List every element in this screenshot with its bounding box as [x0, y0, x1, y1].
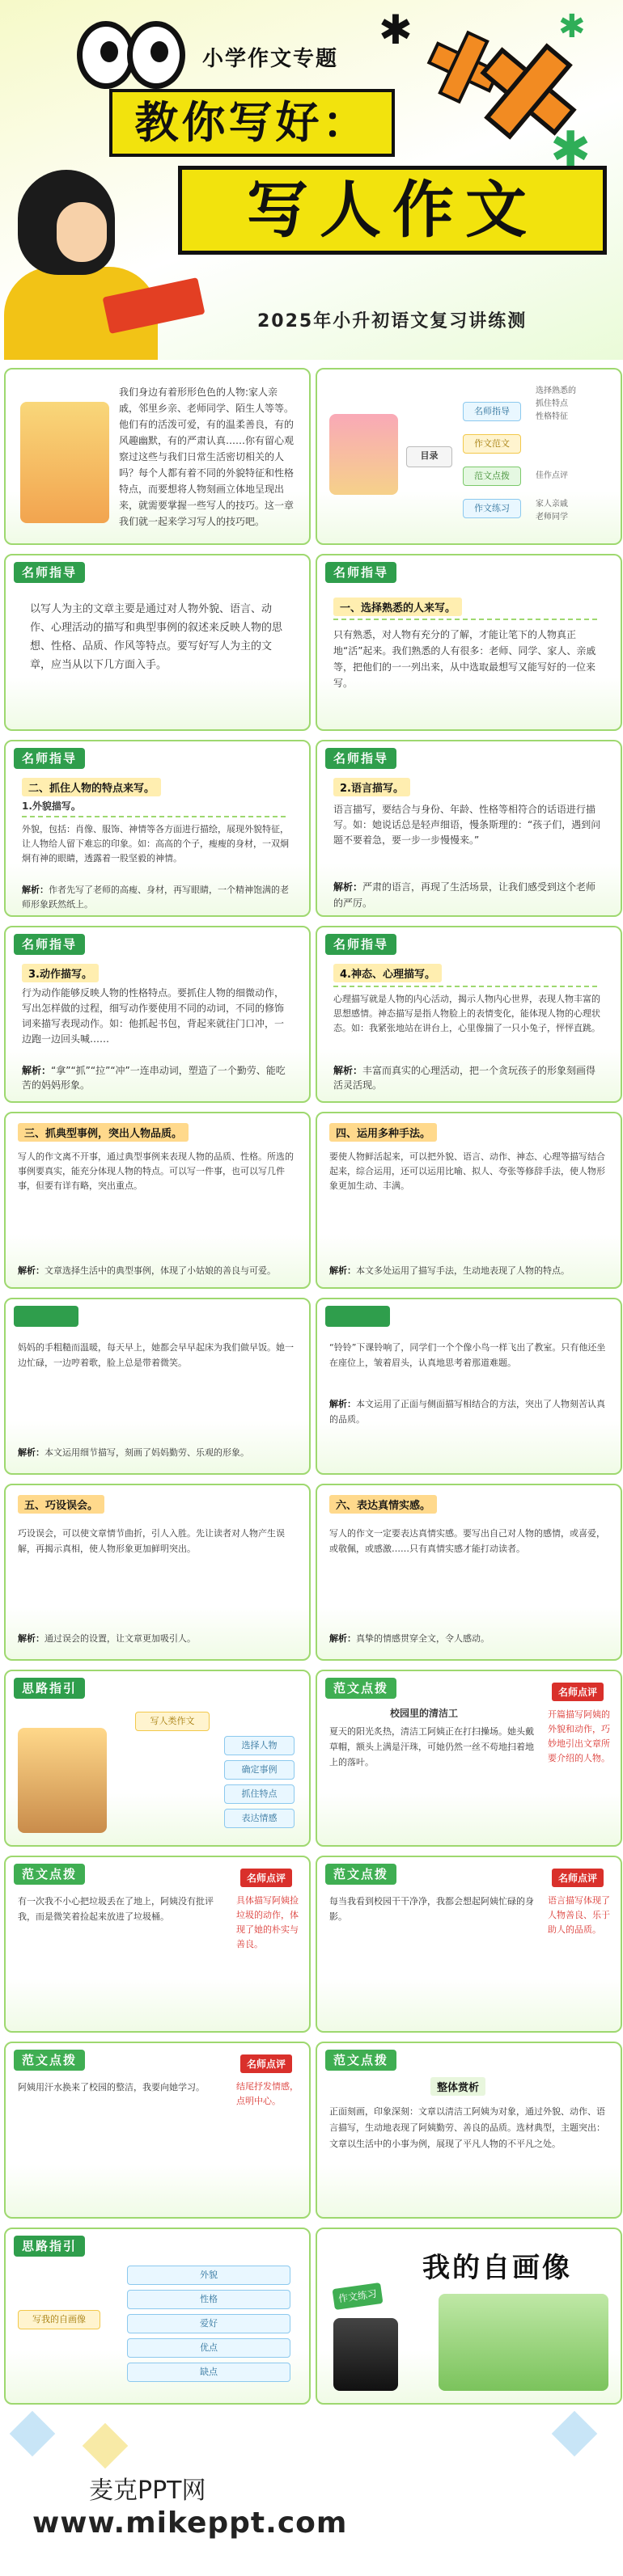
toc-leaf: 佳作点评 — [536, 471, 568, 480]
essay-card-2 — [4, 1856, 311, 2033]
toc-leaf: 抓住特点 — [536, 399, 568, 408]
analysis-text: 真挚的情感贯穿全文，令人感动。 — [356, 1633, 490, 1644]
practice-badge: 作文练习 — [332, 2283, 383, 2310]
guide-card-methods — [316, 1112, 622, 1289]
section-tag: 范文点拨 — [14, 1864, 85, 1885]
essay-text: 每当我看到校园干干净净，我都会想起阿姨忙碌的身影。 — [329, 1896, 534, 1922]
toc-leaf: 老师同学 — [536, 513, 568, 522]
guide-text: 巧设误会，可以使文章情节曲折，引人入胜。先让读者对人物产生误解，再揭示真相，使人物形象更加鲜明突出。 — [18, 1528, 285, 1554]
guide-text: 写人的作文离不开事，通过典型事例来表现人物的品质、性格。所选的事例要真实，能充分体现人物的特点。可以写一件事，也可以写几件事，但要有详有略，突出重点。 — [18, 1151, 294, 1191]
comment-text: 语言描写体现了人物善良、乐于助人的品质。 — [548, 1895, 610, 1935]
analysis-text: 通过误会的设置，让文章更加吸引人。 — [44, 1633, 196, 1644]
practice-card — [316, 2228, 622, 2405]
section-tag: 名师指导 — [14, 934, 85, 955]
footer-url[interactable]: www.mikeppt.com — [32, 2506, 348, 2540]
example-text: “铃铃”下课铃响了，同学们一个个像小鸟一样飞出了教室。只有他还坐在座位上，皱着眉头，认真地思考着那道难题。 — [329, 1342, 606, 1368]
comment-text: 结尾抒发情感，点明中心。 — [236, 2081, 299, 2106]
intro-text: 我们身边有着形形色色的人物:家人亲戚，邻里乡亲、老师同学、陌生人等等。他们有的活泼可爱，有的温柔善良，有的风趣幽默，有的严肃认真……你有留心观察过这些与我们日常生活密切相关的人吗？每个人都有着不同的外貌特征和性格特点，而要想将人物刻画立体地呈现出来，就需要掌握一些写人的技巧。这一章我们就一起来学习写人的技巧吧。 — [119, 386, 295, 527]
analysis-text: 本文运用了正面与侧面描写相结合的方法，突出了人物刻苦认真的品质。 — [329, 1399, 605, 1425]
analysis-text: 作者先写了老师的高瘦、身材，再写眼睛，一个精神饱满的老师形象跃然纸上。 — [22, 885, 289, 910]
summary-text: 正面刻画，印象深刻：文章以清洁工阿姨为对象，通过外貌、动作、语言描写，生动地表现了阿姨勤劳、善良的品质。选材典型，主题突出：文章以生活中的小事为例，展现了平凡人物的不平凡之处。 — [329, 2106, 605, 2149]
guide-text: 只有熟悉，对人物有充分的了解，才能让笔下的人物真正地“活”起来。我们熟悉的人有很多：老师、同学、家人、亲戚等，把他们的一一列出来，从中选取最想写又能写好的一位来写。 — [333, 629, 596, 689]
essay-title: 校园里的清洁工 — [390, 1708, 459, 1719]
section-heading: 整体赏析 — [430, 2077, 485, 2096]
example-card-1 — [4, 1298, 311, 1475]
children-illustration — [439, 2294, 608, 2391]
section-heading: 3.动作描写。 — [22, 964, 99, 982]
outline-root: 写我的自画像 — [18, 2310, 100, 2329]
outline-root: 写人类作文 — [135, 1712, 210, 1731]
guide-card-mind — [316, 926, 622, 1103]
analysis-label: 解析： — [22, 885, 49, 895]
section-heading: 三、抓典型事例，突出人物品质。 — [18, 1123, 189, 1142]
guide-card-appearance — [4, 740, 311, 917]
section-heading: 一、选择熟悉的人来写。 — [333, 598, 462, 616]
outline-item: 优点 — [127, 2338, 290, 2358]
guide-text: 外貌，包括：肖像、服饰、神情等各方面进行描绘，展现外貌特征，让人物给人留下难忘的印象。如：高高的个子，瘦瘦的身材，一双炯炯有神的眼睛，透露着一股坚毅的神情。 — [22, 824, 289, 864]
comment-text: 具体描写阿姨捡垃圾的动作，体现了她的朴实与善良。 — [236, 1895, 299, 1949]
girl-illustration-face — [57, 202, 107, 262]
guide-text: 写人的作文一定要表达真情实感。要写出自己对人物的感情，或喜爱，或敬佩，或感激……只有真情实感才能打动读者。 — [329, 1528, 605, 1554]
guide-card-example — [4, 1112, 311, 1289]
outline-item: 抓住特点 — [224, 1784, 295, 1804]
outline-item: 确定事例 — [224, 1760, 295, 1780]
comment-tag: 名师点评 — [240, 1869, 292, 1887]
analysis-text: 文章选择生活中的典型事例，体现了小姑娘的善良与可爱。 — [44, 1265, 276, 1276]
asterisk-icon: ✱ — [550, 121, 591, 178]
essay-card-1 — [316, 1670, 622, 1847]
section-tag — [14, 1306, 78, 1327]
outline-item: 爱好 — [127, 2314, 290, 2333]
toc-leaf: 性格特征 — [536, 412, 568, 421]
analysis-label: 解析： — [18, 1633, 44, 1644]
toc-leaf: 家人亲戚 — [536, 500, 568, 509]
hero-banner — [0, 0, 623, 360]
analysis-text: 本文多处运用了描写手法，生动地表现了人物的特点。 — [356, 1265, 570, 1276]
eyes-decoration — [77, 15, 182, 87]
section-heading: 二、抓住人物的特点来写。 — [22, 778, 161, 796]
diamond-decoration — [552, 2411, 598, 2457]
outline-item: 表达情感 — [224, 1809, 295, 1828]
analysis-label: 解析： — [333, 1065, 363, 1076]
section-tag: 思路指引 — [14, 1678, 85, 1699]
toc-center: 目录 — [406, 446, 452, 467]
section-tag: 名师指导 — [325, 562, 396, 583]
section-tag: 思路指引 — [14, 2236, 85, 2257]
guide-text: 要使人物鲜活起来，可以把外貌、语言、动作、神态、心理等描写结合起来，综合运用，还可以运用比喻、拟人、夸张等修辞手法，使人物形象更加生动、丰满。 — [329, 1151, 605, 1191]
guide-card-action — [4, 926, 311, 1103]
analysis-label: 解析： — [18, 1447, 44, 1458]
intro-card — [4, 368, 311, 545]
book-stack-illustration — [329, 414, 398, 495]
section-heading: 四、运用多种手法。 — [329, 1123, 437, 1142]
guide-card-familiar — [316, 554, 622, 731]
guide-card-speech — [316, 740, 622, 917]
section-heading: 2.语言描写。 — [333, 778, 410, 796]
divider — [22, 816, 289, 817]
divider — [333, 986, 600, 987]
section-heading: 六、表达真情实感。 — [329, 1495, 437, 1514]
analysis-label: 解析： — [18, 1265, 44, 1276]
guide-text: 语言描写，要结合与身份、年龄、性格等相符合的话语进行描写。如：她说话总是轻声细语，慢条斯理的：“孩子们，遇到问题不要着急，要一步一步慢慢来。” — [333, 804, 601, 846]
outline-item: 选择人物 — [224, 1736, 295, 1755]
essay-summary-card — [316, 2042, 622, 2219]
toc-branch[interactable]: 作文练习 — [463, 499, 521, 518]
analysis-text: 本文运用细节描写，刻画了妈妈勤劳、乐观的形象。 — [44, 1447, 249, 1458]
analysis-label: 解析： — [22, 1065, 52, 1076]
comment-tag: 名师点评 — [240, 2054, 292, 2073]
asterisk-icon: ✱ — [379, 6, 413, 53]
analysis-label: 解析： — [329, 1399, 356, 1409]
book-illustration — [333, 2318, 398, 2391]
books-illustration — [20, 402, 109, 523]
guide-text: 行为动作能够反映人物的性格特点。要抓住人物的细微动作，写出怎样做的过程，细写动作要使用不同的动词，不同的修饰词来描写表现动作。如：他抓起书包，背起来就往门口冲，一边跑一边回头喊…… — [22, 987, 285, 1045]
outline-card — [4, 1670, 311, 1847]
guide-card-emotion — [316, 1484, 622, 1661]
guide-text: 心理描写就是人物的内心活动，揭示人物内心世界，表现人物丰富的思想感情。神态描写是指人物脸上的表情变化，能体现人物的心理状态。如：我紧张地站在讲台上，心里像揣了一只小兔子，怦怦直跳。 — [333, 994, 600, 1033]
essay-text: 阿姨用汗水换来了校园的整洁，我要向她学习。 — [18, 2082, 205, 2092]
main-title-line1: 教你写好： — [109, 89, 395, 157]
outline-item: 外貌 — [127, 2266, 290, 2285]
section-tag — [325, 1306, 390, 1327]
analysis-label: 解析： — [329, 1633, 356, 1644]
practice-outline-card — [4, 2228, 311, 2405]
section-tag: 名师指导 — [14, 562, 85, 583]
analysis-text: 严肃的语言，再现了生活场景，让我们感受到这个老师的严厉。 — [333, 881, 596, 909]
analysis-label: 解析： — [333, 881, 363, 893]
diamond-decoration — [10, 2411, 56, 2457]
toc-branch[interactable]: 名师指导 — [463, 402, 521, 421]
section-tag: 名师指导 — [14, 748, 85, 769]
section-tag: 范文点拨 — [14, 2050, 85, 2071]
main-title-line2: 写人作文 — [178, 166, 607, 255]
diamond-decoration — [83, 2423, 129, 2469]
example-text: 妈妈的手粗糙而温暖，每天早上，她都会早早起床为我们做早饭。她一边忙碌，一边哼着歌，脸上总是带着微笑。 — [18, 1342, 294, 1368]
essay-text: 夏天的阳光炙热，清洁工阿姨正在打扫操场。她头戴草帽，额头上满是汗珠，可她仍然一丝不苟地扫着地上的落叶。 — [329, 1726, 534, 1767]
comment-text: 开篇描写阿姨的外貌和动作，巧妙地引出文章所要介绍的人物。 — [548, 1709, 610, 1763]
toc-card — [316, 368, 622, 545]
castle-illustration — [18, 1728, 107, 1833]
outline-item: 性格 — [127, 2290, 290, 2309]
essay-card-4 — [4, 2042, 311, 2219]
section-tag: 范文点拨 — [325, 1864, 396, 1885]
analysis-text: “拿”“抓”“拉”“冲”一连串动词，塑造了一个勤劳、能吃苦的妈妈形象。 — [22, 1065, 286, 1091]
essay-text: 有一次我不小心把垃圾丢在了地上，阿姨没有批评我，而是微笑着捡起来放进了垃圾桶。 — [18, 1896, 214, 1922]
comment-tag: 名师点评 — [552, 1683, 604, 1701]
toc-branch[interactable]: 范文点拨 — [463, 467, 521, 486]
outline-item: 缺点 — [127, 2363, 290, 2382]
guide-text: 以写人为主的文章主要是通过对人物外貌、语言、动作、心理活动的描写和典型事例的叙述来反映人物的思想、性格、品质、作风等特点。要写好写人为主的文章，应当从以下几方面入手。 — [30, 603, 283, 671]
comment-tag: 名师点评 — [552, 1869, 604, 1887]
footer-logo: 麦克PPT网 — [89, 2477, 206, 2505]
essay-card-3 — [316, 1856, 622, 2033]
practice-title: 我的自画像 — [422, 2252, 572, 2284]
example-card-2 — [316, 1298, 622, 1475]
section-heading: 4.神态、心理描写。 — [333, 964, 442, 982]
series-title: 小学作文专题 — [202, 47, 339, 71]
section-tag: 名师指导 — [325, 934, 396, 955]
hero-subtitle: 2025年小升初语文复习讲练测 — [257, 311, 528, 332]
toc-branch[interactable]: 作文范文 — [463, 434, 521, 454]
section-tag: 名师指导 — [325, 748, 396, 769]
section-tag: 范文点拨 — [325, 2050, 396, 2071]
guide-card-misunderstanding — [4, 1484, 311, 1661]
guide-card-intro — [4, 554, 311, 731]
asterisk-icon: ✱ — [558, 8, 586, 45]
section-heading: 五、巧设误会。 — [18, 1495, 104, 1514]
section-tag: 范文点拨 — [325, 1678, 396, 1699]
sub-heading: 1.外貌描写。 — [22, 800, 81, 812]
divider — [333, 619, 600, 620]
analysis-text: 丰富而真实的心理活动，把一个贪玩孩子的形象刻画得活灵活现。 — [333, 1065, 596, 1091]
toc-leaf: 选择熟悉的 — [536, 386, 576, 395]
analysis-label: 解析： — [329, 1265, 356, 1276]
